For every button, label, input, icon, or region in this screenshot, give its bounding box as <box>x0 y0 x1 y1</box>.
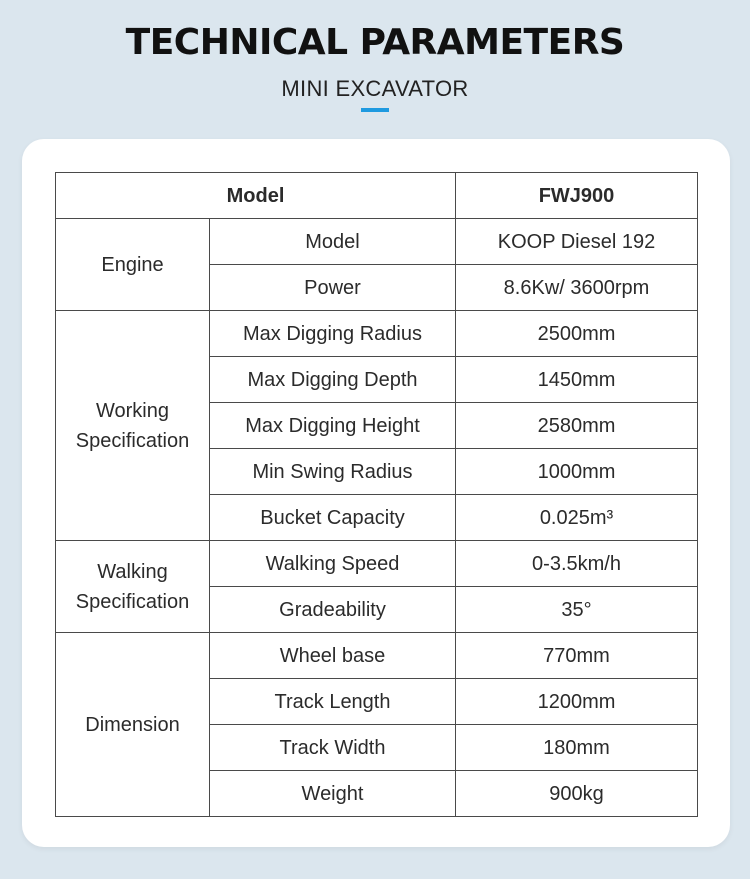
param-value: 770mm <box>456 633 698 679</box>
param-label: Power <box>210 265 456 311</box>
param-label: Max Digging Height <box>210 403 456 449</box>
table-row <box>56 633 698 679</box>
param-value: 0.025m³ <box>456 495 698 541</box>
page-title: TECHNICAL PARAMETERS <box>125 22 625 63</box>
table-row <box>56 541 698 587</box>
group-label-line: Working <box>96 399 169 422</box>
param-value: 8.6Kw/ 3600rpm <box>456 265 698 311</box>
param-value: 1000mm <box>456 449 698 495</box>
param-value: 2500mm <box>456 311 698 357</box>
param-label: Gradeability <box>210 587 456 633</box>
param-value: 2580mm <box>456 403 698 449</box>
param-label: Track Length <box>210 679 456 725</box>
table-row <box>56 219 698 265</box>
group-label-line: Walking <box>97 560 168 583</box>
accent-underline <box>361 108 389 112</box>
param-label: Min Swing Radius <box>210 449 456 495</box>
param-value: 180mm <box>456 725 698 771</box>
group-label-line: Specification <box>75 590 190 613</box>
param-value: KOOP Diesel 192 <box>456 219 698 265</box>
page-subtitle: MINI EXCAVATOR <box>281 76 469 101</box>
param-label: Track Width <box>210 725 456 771</box>
group-working-specification <box>56 311 210 541</box>
table-row <box>56 311 698 357</box>
param-label: Max Digging Radius <box>210 311 456 357</box>
param-value: 1450mm <box>456 357 698 403</box>
group-walking-specification <box>56 541 210 633</box>
param-label: Walking Speed <box>210 541 456 587</box>
group-dimension: Dimension <box>56 633 210 817</box>
spec-table <box>55 172 698 817</box>
param-label: Wheel base <box>210 633 456 679</box>
param-label: Bucket Capacity <box>210 495 456 541</box>
param-label: Weight <box>210 771 456 817</box>
group-engine: Engine <box>56 219 210 311</box>
header-model-value: FWJ900 <box>456 173 698 219</box>
group-label-line: Specification <box>75 429 190 452</box>
table-header-row <box>56 173 698 219</box>
param-value: 35° <box>456 587 698 633</box>
header-model-label: Model <box>56 173 456 219</box>
param-label: Max Digging Depth <box>210 357 456 403</box>
param-value: 1200mm <box>456 679 698 725</box>
param-label: Model <box>210 219 456 265</box>
param-value: 900kg <box>456 771 698 817</box>
param-value: 0-3.5km/h <box>456 541 698 587</box>
